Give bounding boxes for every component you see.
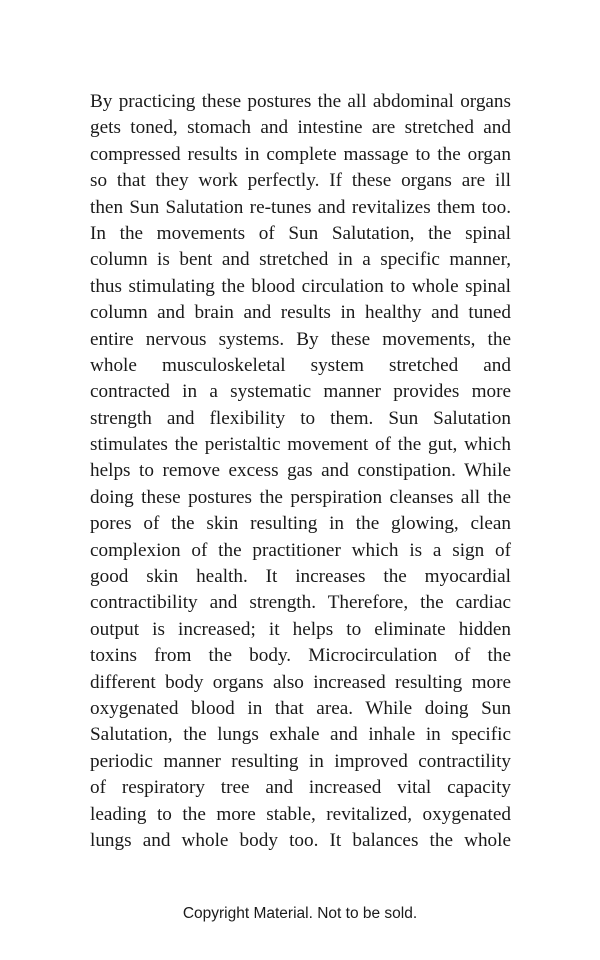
text-line: periodic manner resulting in improved contractility <box>90 750 511 772</box>
text-line: contractibility and strength. Therefore, the cardiac <box>90 592 511 614</box>
copyright-footer: Copyright Material. Not to be sold. <box>182 905 418 922</box>
text-line: helps to remove excess gas and constipation. While <box>90 460 511 482</box>
text-line: then Sun Salutation re-tunes and revitalizes them too. <box>90 196 511 218</box>
text-line: column is bent and stretched in a specific manner, <box>90 249 511 271</box>
text-line: strength and flexibility to them. Sun Salutation <box>90 407 511 429</box>
text-line: lungs and whole body too. It balances the whole <box>90 829 511 851</box>
text-line: stimulates the peristaltic movement of the gut, which <box>90 434 511 456</box>
text-line: By practicing these postures the all abdominal organs <box>90 91 511 112</box>
text-line: thus stimulating the blood circulation to whole spinal <box>90 275 511 297</box>
text-line: oxygenated blood in that area. While doing Sun <box>90 697 511 719</box>
text-line: Salutation, the lungs exhale and inhale in specific <box>90 724 511 746</box>
text-line: of respiratory tree and increased vital capacity <box>90 777 511 799</box>
text-line: leading to the more stable, revitalized, oxygenated <box>90 803 511 825</box>
text-line: complexion of the practitioner which is a sign of <box>90 539 511 561</box>
body-paragraph <box>90 89 511 854</box>
text-line: contracted in a systematic manner provides more <box>90 381 511 403</box>
text-line: doing these postures the perspiration cleanses all the <box>90 486 511 508</box>
text-line: so that they work perfectly. If these organs are ill <box>90 170 511 192</box>
text-line: different body organs also increased resulting more <box>90 671 511 693</box>
text-line: output is increased; it helps to eliminate hidden <box>90 618 511 640</box>
text-line: toxins from the body. Microcirculation of the <box>90 645 511 667</box>
text-line: good skin health. It increases the myocardial <box>90 566 511 588</box>
text-line: compressed results in complete massage to the organ <box>90 143 511 165</box>
text-line: column and brain and results in healthy and tuned <box>90 302 511 324</box>
text-line: pores of the skin resulting in the glowing, clean <box>90 513 511 535</box>
text-line: In the movements of Sun Salutation, the spinal <box>90 222 511 244</box>
text-line: entire nervous systems. By these movements, the <box>90 328 511 350</box>
text-line: gets toned, stomach and intestine are stretched and <box>90 117 511 139</box>
text-line: whole musculoskeletal system stretched and <box>90 354 511 376</box>
